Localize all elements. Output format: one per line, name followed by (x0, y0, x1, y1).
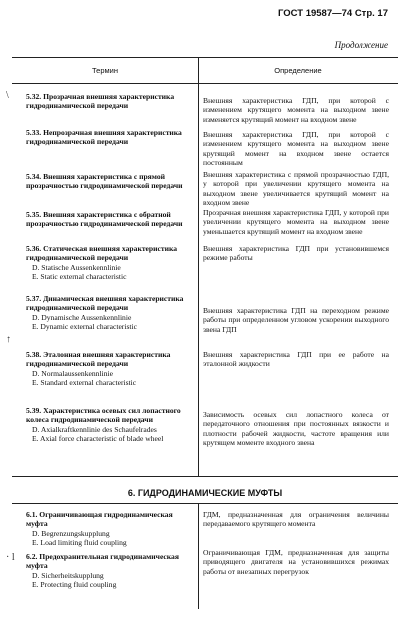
term-german: D. Statische Aussenkennlinie (32, 262, 121, 272)
table-section-rule (12, 476, 398, 477)
definition-text: Прозрачная внешняя характеристика ГДП, у которой при увеличении крутящего момента на выходном звене уменьшается крутящий момент на входном звене (203, 208, 389, 236)
definition-cell (203, 350, 389, 369)
term-title: 5.36. Статическая внешняя характеристика гидродинамической передачи (26, 244, 178, 263)
term-title: 6.1. Ограничивающая гидродинамическая муфта (26, 510, 173, 529)
term-german: D. Axialkraftkennlinie des Schaufelrades (32, 424, 157, 434)
term-german: D. Normalaussenkennlinie (32, 368, 113, 378)
definition-cell (203, 208, 389, 236)
definition-text: ГДМ, предназначенная для ограничения величины передаваемого крутящего момента (203, 510, 389, 529)
term-german: D. Sicherheitskupplung (32, 570, 104, 580)
definition-text: Внешняя характеристика ГДП, при которой с изменением крутящего момента на выходном звене крутящий момент на входном звене остается постоянным (203, 130, 389, 168)
term-cell (26, 128, 194, 147)
term-title: 5.33. Непрозрачная внешняя характеристика гидродинамической передачи (26, 128, 182, 147)
term-english: E. Protecting fluid coupling (32, 580, 117, 590)
term-english: E. Static external characteristic (32, 272, 127, 282)
column-header-definition: Определение (274, 66, 322, 75)
term-cell (26, 210, 194, 229)
term-title: 5.37. Динамическая внешняя характеристика гидродинамической передачи (26, 294, 184, 313)
term-english: E. Standard external characteristic (32, 378, 137, 388)
page-header: ГОСТ 19587—74 Стр. 17 (277, 8, 388, 19)
term-english: E. Load limiting fluid coupling (32, 538, 127, 548)
table-head-rule (12, 83, 398, 84)
definition-text: Ограничивающая ГДМ, предназначенная для защиты приводящего двигателя на установившихся режимах работы от внезапных перегрузок (203, 548, 389, 576)
term-cell (26, 406, 194, 444)
definition-cell (203, 130, 389, 168)
margin-mark: ↑ (6, 334, 11, 345)
definition-text: Внешняя характеристика ГДП, при которой с изменением крутящего момента на выходном звене изменяется крутящий момент на входном звене (203, 96, 389, 124)
term-title: 5.32. Прозрачная внешняя характеристика гидродинамической передачи (26, 92, 175, 111)
definition-cell (203, 306, 389, 334)
term-cell (26, 510, 194, 548)
margin-mark: · l (6, 552, 15, 563)
definition-cell (203, 96, 389, 124)
table-column-divider (198, 57, 199, 476)
definition-cell (203, 410, 389, 448)
definition-text: Внешняя характеристика ГДП при ее работе на эталонной жидкости (203, 350, 389, 369)
definition-cell (203, 510, 389, 529)
term-english: E. Axial force characteristic of blade wheel (32, 434, 164, 444)
term-cell (26, 552, 194, 590)
term-cell (26, 172, 194, 191)
continuation-label: Продолжение (334, 40, 388, 50)
column-header-term: Термин (92, 66, 118, 75)
definition-cell (203, 244, 389, 263)
term-german: D. Dynamische Aussenkennlinie (32, 312, 132, 322)
definition-text: Внешняя характеристика с прямой прозрачностью ГДП, у которой при увеличении крутящего момента на выходном звене увеличивается крутящий момент на входном звене (203, 170, 389, 208)
definition-cell (203, 548, 389, 576)
term-cell (26, 244, 194, 282)
term-cell (26, 92, 194, 111)
term-english: E. Dynamic external characteristic (32, 322, 137, 332)
definition-text: Внешняя характеристика ГДП при установившемся режиме работы (203, 244, 389, 263)
term-title: 5.39. Характеристика осевых сил лопастного колеса гидродинамической передачи (26, 406, 181, 425)
table-top-rule (12, 57, 398, 58)
term-cell (26, 350, 194, 388)
term-title: 5.38. Эталонная внешняя характеристика гидродинамической передачи (26, 350, 171, 369)
term-cell (26, 294, 194, 332)
definition-cell (203, 170, 389, 208)
term-title: 5.35. Внешняя характеристика с обратной прозрачностью гидродинамической передачи (26, 210, 183, 229)
section-title: 6. ГИДРОДИНАМИЧЕСКИЕ МУФТЫ (127, 488, 283, 498)
definition-text: Внешняя характеристика ГДП на переходном режиме работы при определенном угловом ускорении выходного звена ГДП (203, 306, 389, 334)
term-title: 6.2. Предохранительная гидродинамическая муфта (26, 552, 179, 571)
section-bottom-rule (12, 503, 398, 504)
definition-text: Зависимость осевых сил лопастного колеса от передаточного отношения при постоянных вязкости и плотности рабочей жидкости, частоте вращения или крутящем моменте входного звена (203, 410, 389, 448)
term-german: D. Begrenzungskupplung (32, 528, 110, 538)
table-column-divider-2 (198, 503, 199, 609)
term-title: 5.34. Внешняя характеристика с прямой прозрачностью гидродинамической передачи (26, 172, 183, 191)
margin-mark: \ (6, 90, 9, 101)
